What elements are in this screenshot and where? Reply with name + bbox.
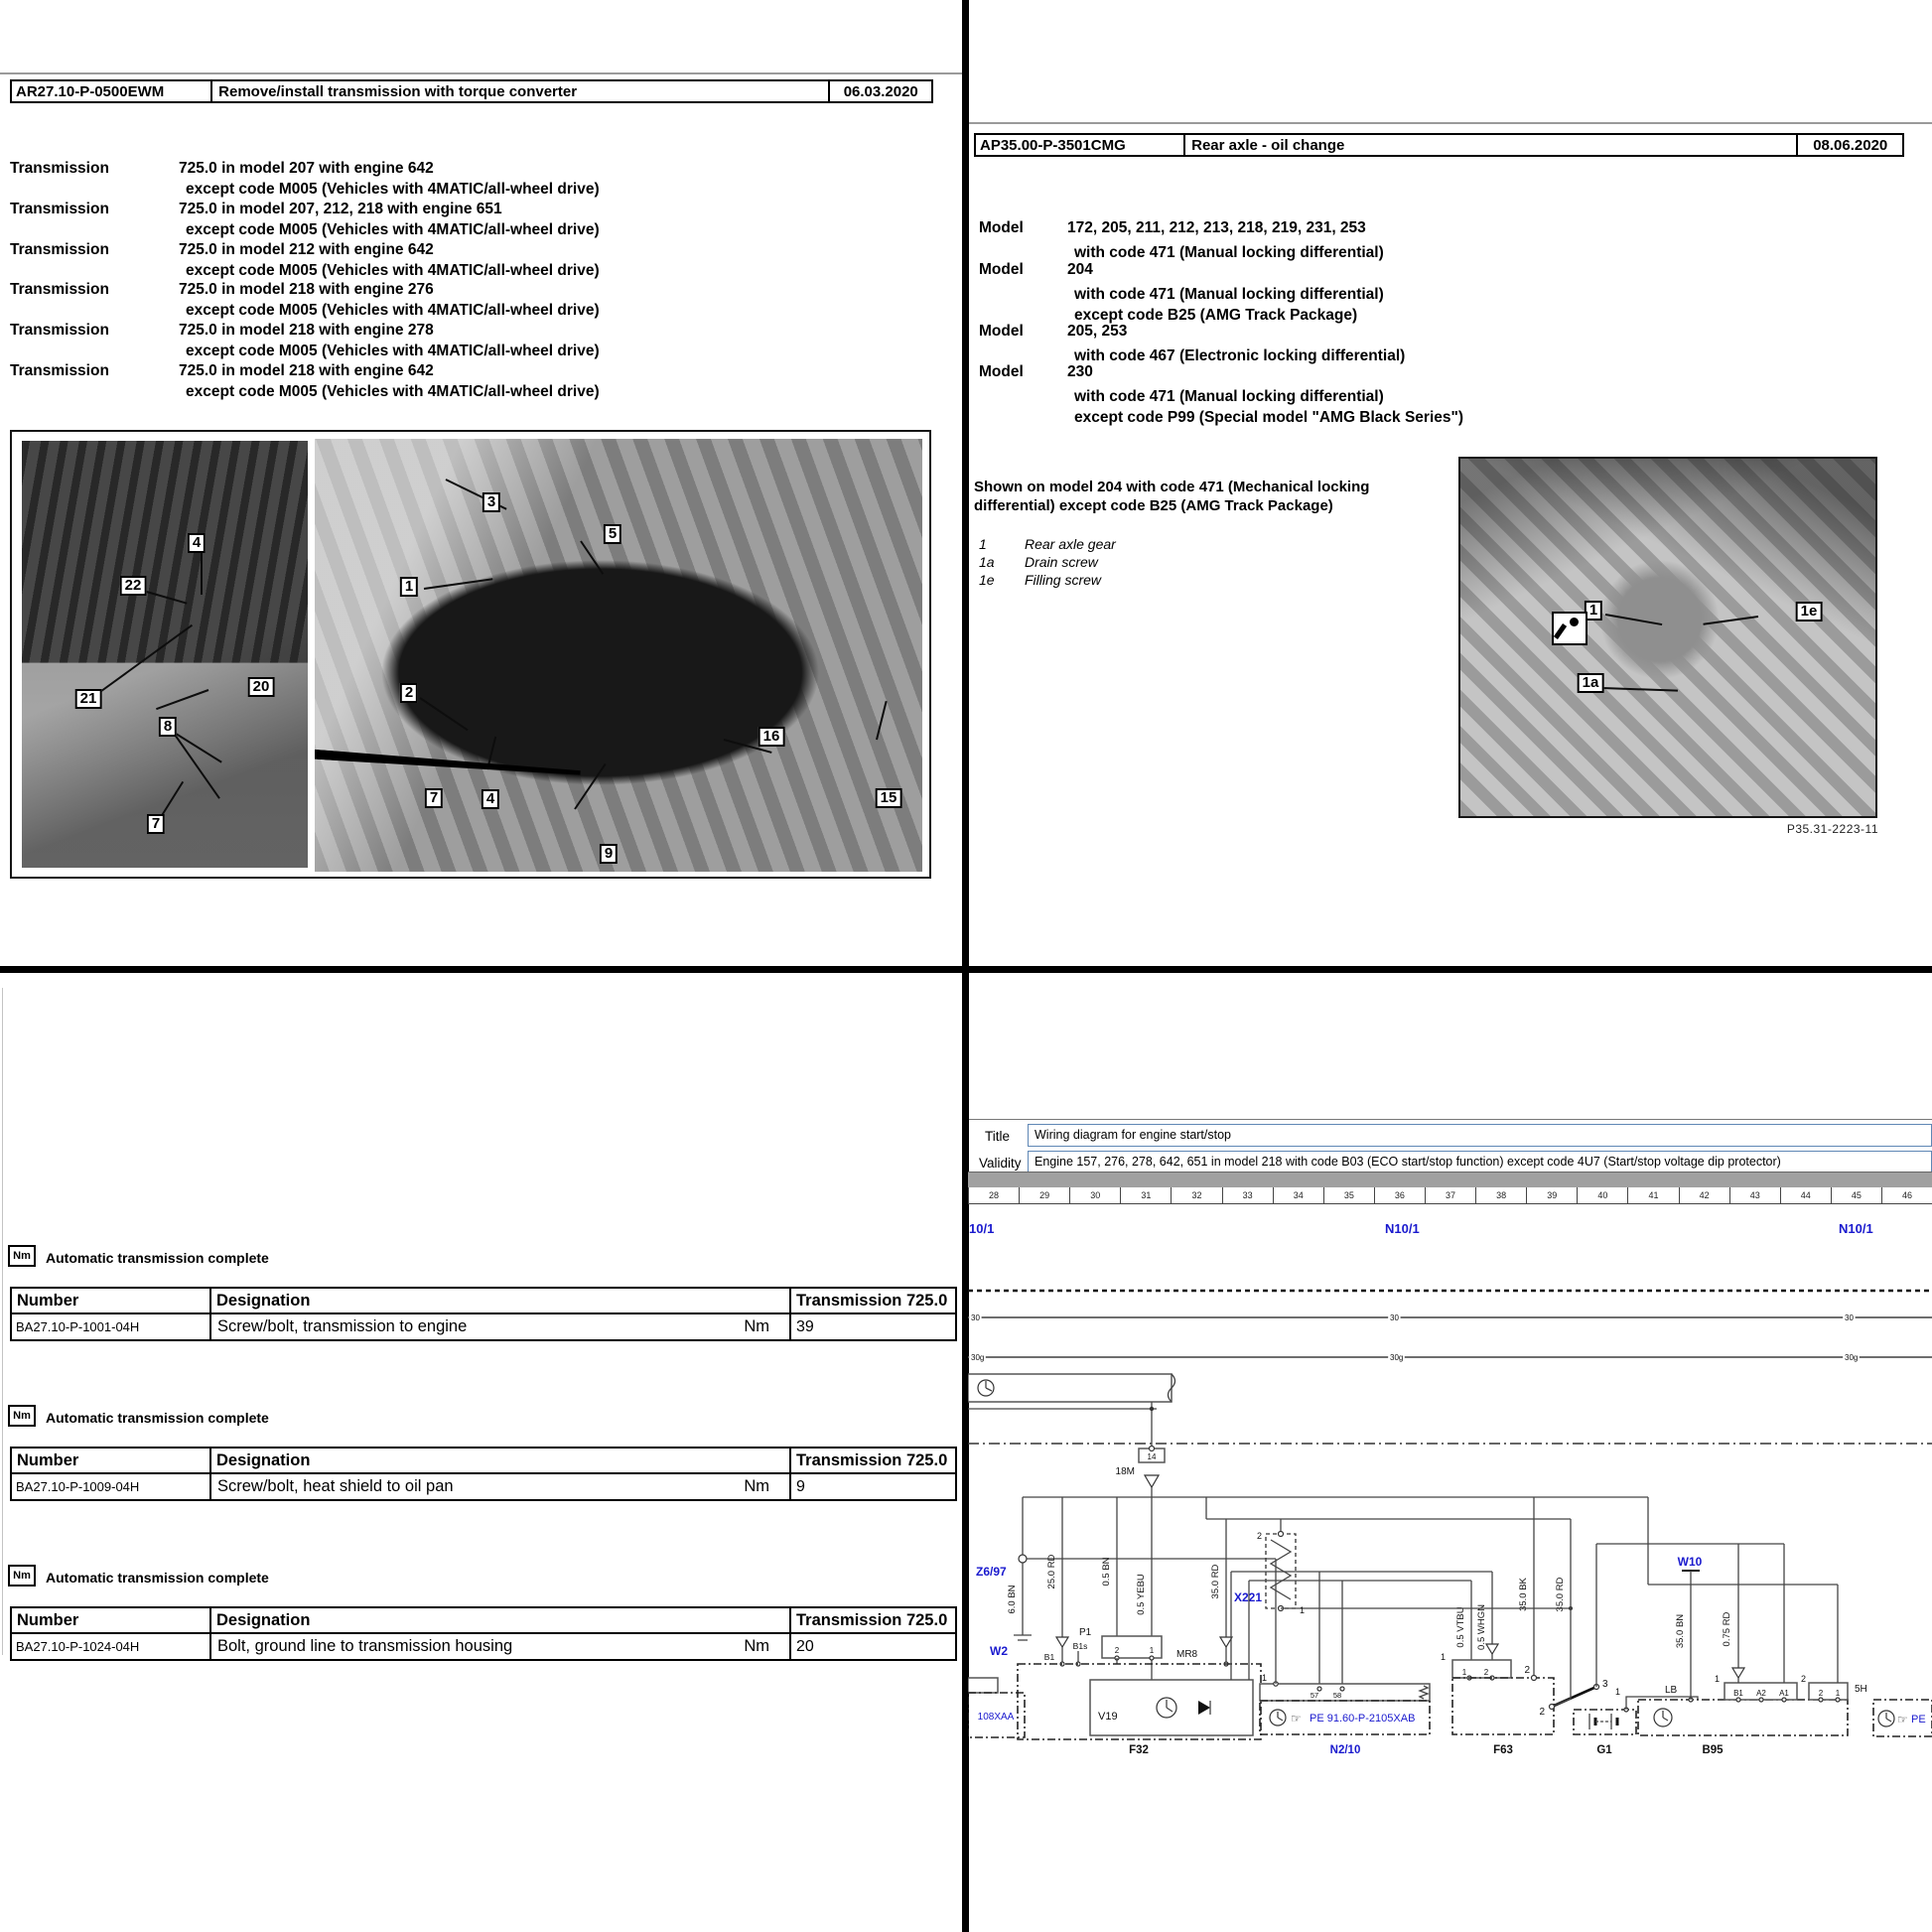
ruler-cell: 37 xyxy=(1425,1187,1475,1203)
bus-30-label: 30 xyxy=(1390,1313,1399,1322)
callout-chip: 1e xyxy=(1796,602,1823,621)
legend-text: Rear axle gear xyxy=(1025,536,1116,552)
cell-number: BA27.10-P-1001-04H xyxy=(11,1313,210,1340)
ruler-cell: 45 xyxy=(1831,1187,1881,1203)
component-b95-caption: B95 xyxy=(1702,1744,1724,1756)
component-link-n10-1[interactable]: 10/1 xyxy=(969,1221,995,1236)
document-date: 08.06.2020 xyxy=(1796,135,1902,155)
table-row xyxy=(11,1633,956,1660)
callout-chip: 21 xyxy=(75,689,102,709)
col-value: Transmission 725.0 xyxy=(790,1448,956,1473)
ruler-cell: 34 xyxy=(1273,1187,1323,1203)
wire-label: 0.5 WHGN xyxy=(1476,1604,1487,1650)
callout-chip: 1a xyxy=(1578,673,1604,693)
component-f63-caption: F63 xyxy=(1493,1744,1513,1756)
document-title: Rear axle - oil change xyxy=(1183,135,1796,155)
bus-30-label: 30 xyxy=(1845,1313,1854,1322)
transmission-photo-left xyxy=(22,441,308,868)
row-note: except code M005 (Vehicles with 4MATIC/all-wheel drive) xyxy=(186,221,600,238)
row-label: Transmission xyxy=(10,322,109,339)
row-note: except code M005 (Vehicles with 4MATIC/all-wheel drive) xyxy=(186,383,600,400)
document-link-pe-ref[interactable]: PE 91.60-P-2105XAB xyxy=(1310,1713,1416,1725)
page-edge-line xyxy=(969,122,1932,124)
ruler-cell: 29 xyxy=(1019,1187,1069,1203)
wire-label: 0.5 YEBU xyxy=(1136,1574,1147,1615)
col-value: Transmission 725.0 xyxy=(790,1288,956,1313)
bus-30g-label: 30g xyxy=(1390,1353,1404,1362)
section-title: Automatic transmission complete xyxy=(46,1410,269,1426)
row-label: Model xyxy=(979,363,1024,380)
wire-label: 25.0 RD xyxy=(1046,1554,1057,1589)
page-edge-line xyxy=(2,988,3,1655)
component-g1-caption: G1 xyxy=(1596,1744,1612,1756)
torque-table xyxy=(10,1287,957,1341)
pin-label: 57 xyxy=(1310,1691,1319,1700)
rear-axle-photo xyxy=(1460,459,1875,816)
ruler-cell: 30 xyxy=(1069,1187,1120,1203)
torque-table xyxy=(10,1606,957,1661)
pin-label: 2 xyxy=(1483,1668,1489,1677)
row-label: Transmission xyxy=(10,160,109,177)
wire-label: 35.0 RD xyxy=(1555,1577,1566,1612)
cell-unit: Nm xyxy=(744,1317,769,1335)
pin-label: B1s xyxy=(1072,1641,1088,1651)
table-row xyxy=(11,1473,956,1500)
col-number: Number xyxy=(11,1448,210,1473)
ruler-cell: 39 xyxy=(1526,1187,1577,1203)
pin-label: 1 xyxy=(1714,1674,1720,1684)
row-label: Transmission xyxy=(10,241,109,258)
legend-key: 1e xyxy=(979,572,995,588)
section-title: Automatic transmission complete xyxy=(46,1570,269,1586)
cell-value: 9 xyxy=(790,1473,956,1500)
col-number: Number xyxy=(11,1607,210,1633)
row-note: with code 471 (Manual locking differential) xyxy=(1074,286,1384,303)
pin-label: 3 xyxy=(1602,1679,1608,1690)
pin-label: 1 xyxy=(1261,1673,1267,1683)
nm-unit-icon: Nm xyxy=(8,1565,36,1587)
figure-note: Shown on model 204 with code 471 (Mechanical locking differential) except code B25 (AMG Track Package) xyxy=(974,479,1370,514)
legend-key: 1a xyxy=(979,554,995,570)
callout-chip: 2 xyxy=(400,683,418,703)
ruler-band xyxy=(968,1172,1932,1188)
cell-unit: Nm xyxy=(744,1637,769,1655)
component-f32-caption: F32 xyxy=(1129,1744,1149,1756)
title-input[interactable]: Wiring diagram for engine start/stop xyxy=(1028,1124,1932,1147)
callout-chip: 5 xyxy=(604,524,621,544)
pin-label: 1 xyxy=(1461,1668,1467,1677)
row-label: Model xyxy=(979,219,1024,236)
row-label: Transmission xyxy=(10,281,109,298)
ruler-cell: 41 xyxy=(1627,1187,1678,1203)
drain-tool-icon xyxy=(1552,612,1587,645)
cell-designation: Screw/bolt, heat shield to oil pan xyxy=(217,1477,454,1495)
wire-label: 0.75 RD xyxy=(1722,1611,1732,1647)
title-field-label: Title xyxy=(985,1129,1011,1144)
wire-label: 6.0 BN xyxy=(1007,1585,1018,1614)
torque-table xyxy=(10,1447,957,1501)
pin-label: 58 xyxy=(1332,1691,1342,1700)
col-designation: Designation xyxy=(210,1288,790,1313)
component-link-n10-1[interactable]: N10/1 xyxy=(1839,1221,1873,1236)
nm-unit-icon: Nm xyxy=(8,1245,36,1267)
col-designation: Designation xyxy=(210,1448,790,1473)
component-link-n2-10[interactable]: N2/10 xyxy=(1329,1744,1361,1756)
ruler-cell: 33 xyxy=(1222,1187,1273,1203)
pin-label: 1 xyxy=(1149,1646,1155,1655)
row-note: except code M005 (Vehicles with 4MATIC/all-wheel drive) xyxy=(186,302,600,319)
document-header xyxy=(974,133,1904,157)
document-date: 06.03.2020 xyxy=(828,81,931,101)
row-value: 725.0 in model 218 with engine 642 xyxy=(179,362,434,379)
row-label: Transmission xyxy=(10,362,109,379)
pin-lb-label: LB xyxy=(1665,1685,1678,1696)
see-document-icon: ☞ xyxy=(1291,1712,1302,1725)
bus-30g-label: 30g xyxy=(971,1353,985,1362)
cell-number: BA27.10-P-1024-04H xyxy=(11,1633,210,1660)
callout-chip: 1 xyxy=(1585,601,1602,621)
pin-5h-label: 5H xyxy=(1855,1684,1867,1695)
pin-label: 2 xyxy=(1256,1531,1262,1541)
pin-label: 2 xyxy=(1800,1674,1806,1684)
wire-label: 0.5 VTBU xyxy=(1455,1606,1466,1648)
col-designation: Designation xyxy=(210,1607,790,1633)
wire-label: 35.0 RD xyxy=(1210,1564,1221,1599)
row-value: 725.0 in model 207, 212, 218 with engine 651 xyxy=(179,201,502,217)
legend-key: 1 xyxy=(979,536,987,552)
callout-chip: 22 xyxy=(120,576,147,596)
callout-chip: 4 xyxy=(482,789,499,809)
row-note: except code M005 (Vehicles with 4MATIC/all-wheel drive) xyxy=(186,343,600,359)
wire-label: 35.0 BK xyxy=(1518,1578,1529,1611)
ruler-cell: 31 xyxy=(1120,1187,1171,1203)
ruler-cell: 36 xyxy=(1374,1187,1425,1203)
table-row xyxy=(11,1313,956,1340)
validity-input[interactable]: Engine 157, 276, 278, 642, 651 in model 218 with code B03 (ECO start/stop function) except code 4U7 (Start/stop voltage dip protector) xyxy=(1028,1151,1932,1173)
connector-p1-label: P1 xyxy=(1079,1627,1092,1638)
validity-field-label: Validity xyxy=(979,1156,1022,1171)
component-v19-label: V19 xyxy=(1098,1711,1118,1723)
row-note: with code 471 (Manual locking differential) xyxy=(1074,388,1384,405)
callout-chip: 9 xyxy=(600,844,618,864)
row-value: 725.0 in model 218 with engine 276 xyxy=(179,281,434,298)
pin-label: B1 xyxy=(1043,1652,1055,1662)
row-value: 172, 205, 211, 212, 213, 218, 219, 231, 253 xyxy=(1067,219,1366,236)
ruler-cell: 46 xyxy=(1881,1187,1932,1203)
transmission-photo-right xyxy=(315,439,922,872)
cell-value: 20 xyxy=(790,1633,956,1660)
row-note: with code 471 (Manual locking differential) xyxy=(1074,244,1384,261)
ruler-cell: 28 xyxy=(968,1187,1019,1203)
callout-chip: 3 xyxy=(483,492,500,512)
ruler-cell: 32 xyxy=(1171,1187,1221,1203)
pin-label: 2 xyxy=(1818,1689,1824,1698)
pin-label: 1 xyxy=(1440,1652,1446,1662)
pin-label: A1 xyxy=(1779,1689,1789,1698)
pin-label: 14 xyxy=(1147,1452,1157,1461)
ruler-cell: 35 xyxy=(1323,1187,1374,1203)
figure-frame xyxy=(10,430,931,879)
section-title: Automatic transmission complete xyxy=(46,1250,269,1266)
row-note: except code M005 (Vehicles with 4MATIC/all-wheel drive) xyxy=(186,262,600,279)
ruler-cell: 44 xyxy=(1780,1187,1831,1203)
connector-18m-label: 18M xyxy=(1115,1466,1135,1477)
wire-label: 0.5 BN xyxy=(1101,1557,1112,1587)
wire-label: 35.0 BN xyxy=(1675,1613,1686,1649)
row-value: 725.0 in model 207 with engine 642 xyxy=(179,160,434,177)
bus-30-label: 30 xyxy=(971,1313,980,1322)
row-label: Model xyxy=(979,323,1024,340)
wiring-diagram xyxy=(968,1202,1932,1932)
cell-designation: Screw/bolt, transmission to engine xyxy=(217,1317,468,1335)
bus-30g-label: 30g xyxy=(1845,1353,1859,1362)
row-value: 230 xyxy=(1067,363,1093,380)
pin-label: 2 xyxy=(1524,1665,1530,1676)
component-link-w10[interactable]: W10 xyxy=(1677,1555,1703,1569)
ruler-cell: 43 xyxy=(1729,1187,1780,1203)
row-value: 725.0 in model 212 with engine 642 xyxy=(179,241,434,258)
row-label: Model xyxy=(979,261,1024,278)
row-value: 205, 253 xyxy=(1067,323,1128,340)
document-header xyxy=(10,79,933,103)
component-link-w2[interactable]: W2 xyxy=(990,1644,1008,1658)
pin-label: B1 xyxy=(1733,1689,1743,1698)
document-code: AR27.10-P-0500EWM xyxy=(16,82,165,100)
component-link-x221[interactable]: X221 xyxy=(1233,1590,1262,1604)
document-link-pe[interactable]: PE xyxy=(1911,1714,1926,1725)
ruler-cell: 42 xyxy=(1679,1187,1729,1203)
col-number: Number xyxy=(11,1288,210,1313)
figure-caption: P35.31-2223-11 xyxy=(1786,822,1878,836)
row-note: except code P99 (Special model "AMG Black Series") xyxy=(1074,409,1464,426)
callout-chip: 7 xyxy=(425,788,443,808)
ruler-cell: 38 xyxy=(1475,1187,1526,1203)
component-link-n10-1[interactable]: N10/1 xyxy=(1385,1221,1420,1236)
pin-label: 1 xyxy=(1614,1687,1620,1697)
callout-chip: 15 xyxy=(876,788,902,808)
legend-text: Drain screw xyxy=(1025,554,1098,570)
cell-number: BA27.10-P-1009-04H xyxy=(11,1473,210,1500)
pointer-wedge xyxy=(315,750,581,778)
row-note: except code M005 (Vehicles with 4MATIC/all-wheel drive) xyxy=(186,181,600,198)
callout-chip: 8 xyxy=(159,717,177,737)
callout-chip: 1 xyxy=(400,577,418,597)
component-link-108xaa[interactable]: 108XAA xyxy=(977,1712,1015,1723)
see-document-icon: ☞ xyxy=(1897,1713,1908,1726)
cell-unit: Nm xyxy=(744,1477,769,1495)
ruler-cell: 40 xyxy=(1577,1187,1627,1203)
figure-frame xyxy=(1458,457,1877,818)
component-link-z6-97[interactable]: Z6/97 xyxy=(976,1565,1007,1579)
page-edge-line xyxy=(0,72,962,74)
connector-mr8-label: MR8 xyxy=(1176,1649,1198,1660)
col-value: Transmission 725.0 xyxy=(790,1607,956,1633)
pin-label: 2 xyxy=(1114,1646,1120,1655)
row-note: with code 467 (Electronic locking differential) xyxy=(1074,347,1406,364)
cell-value: 39 xyxy=(790,1313,956,1340)
pin-label: 2 xyxy=(1539,1707,1545,1718)
callout-chip: 7 xyxy=(147,814,165,834)
horizontal-divider xyxy=(0,966,1932,973)
row-note: except code B25 (AMG Track Package) xyxy=(1074,307,1358,324)
document-code: AP35.00-P-3501CMG xyxy=(980,136,1126,154)
pin-label: 1 xyxy=(1300,1605,1306,1615)
nm-unit-icon: Nm xyxy=(8,1405,36,1427)
callout-chip: 20 xyxy=(248,677,275,697)
row-value: 725.0 in model 218 with engine 278 xyxy=(179,322,434,339)
panel-top-line xyxy=(969,1119,1932,1120)
pin-label: 1 xyxy=(1835,1689,1841,1698)
callout-chip: 4 xyxy=(188,533,206,553)
callout-chip: 16 xyxy=(759,727,785,747)
legend-text: Filling screw xyxy=(1025,572,1102,588)
row-label: Transmission xyxy=(10,201,109,217)
cell-designation: Bolt, ground line to transmission housing xyxy=(217,1637,513,1655)
row-value: 204 xyxy=(1067,261,1093,278)
document-title: Remove/install transmission with torque converter xyxy=(210,81,828,101)
pin-label: A2 xyxy=(1756,1689,1766,1698)
